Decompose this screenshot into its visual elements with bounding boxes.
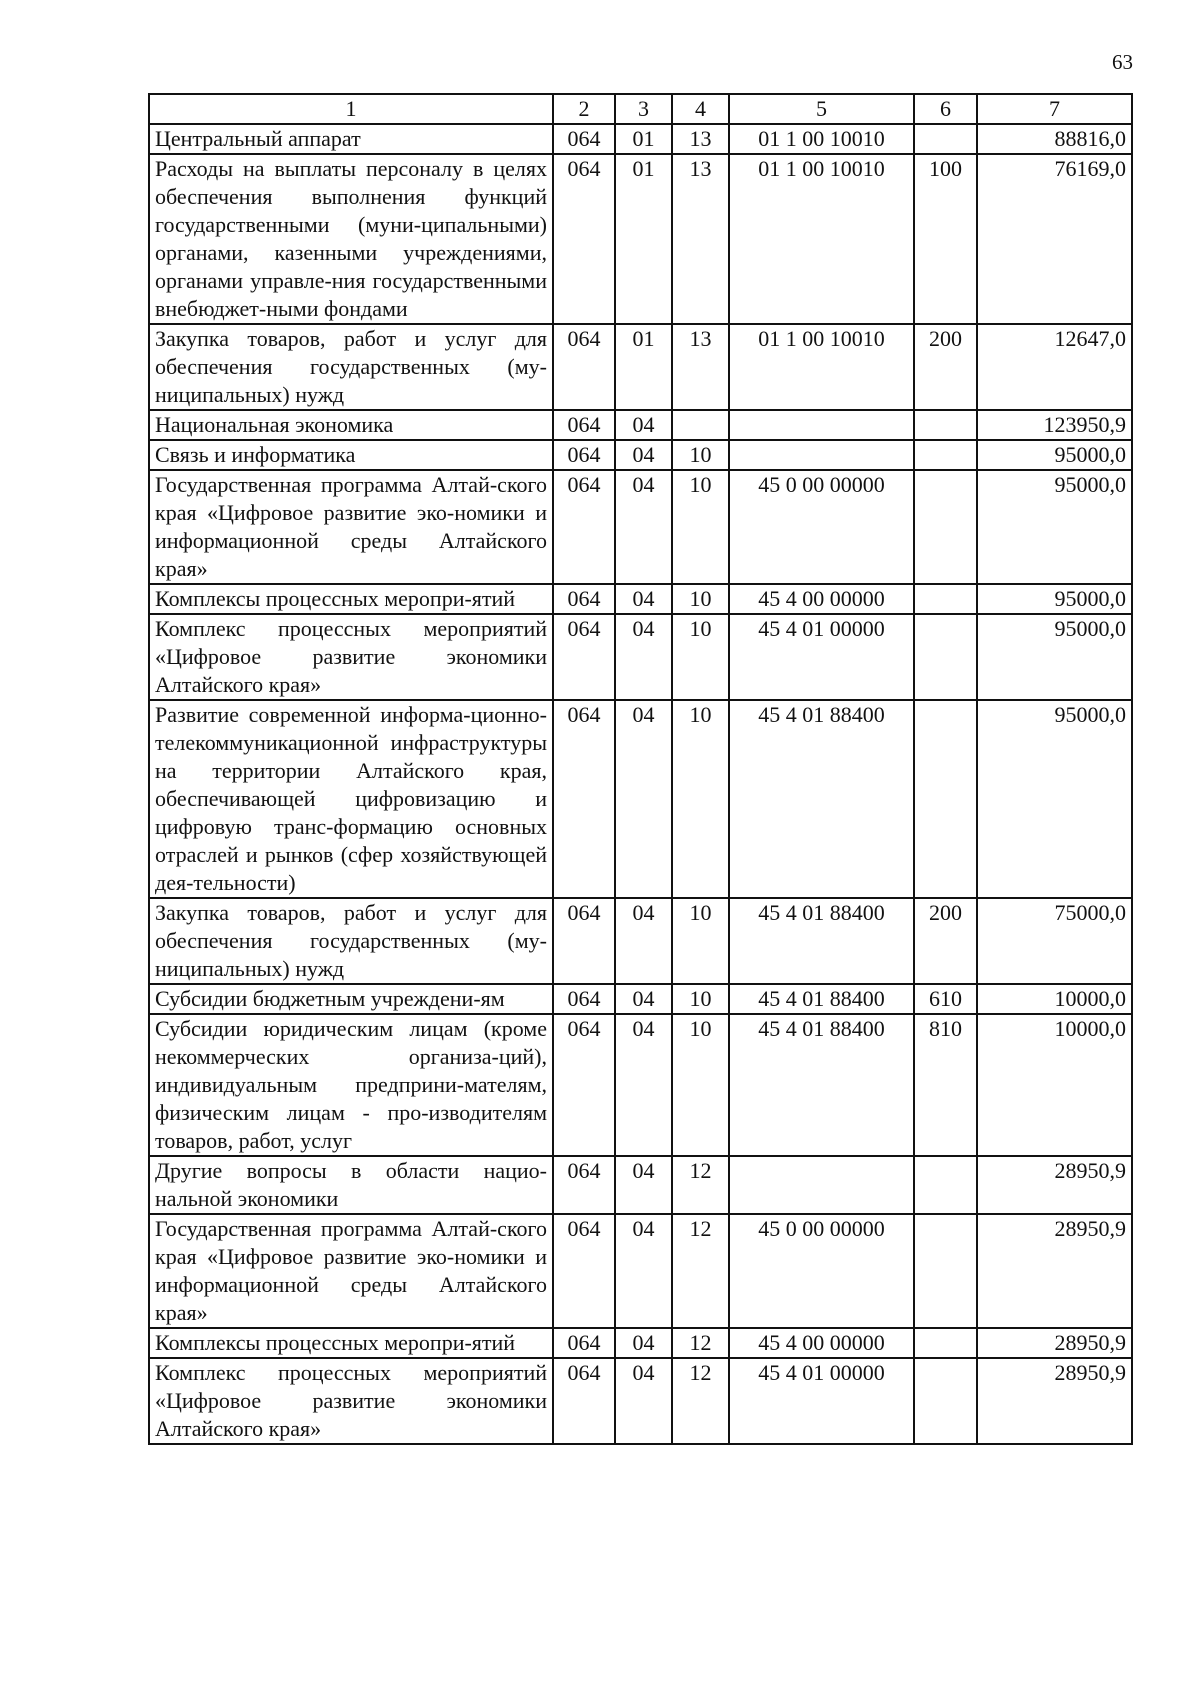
row-expense-type-cell: 610 (914, 984, 977, 1014)
row-admin-code-cell: 064 (553, 154, 615, 324)
row-section-cell: 04 (615, 584, 672, 614)
table-row (149, 700, 1132, 898)
row-name-cell: Развитие современной информа-ционно-телекоммуникационной инфраструктуры на территории Алтайского края, обеспечивающей цифровизацию и цифровую транс-формацию основных отраслей и рынков (сфер хозяйствующей дея-тельности) (149, 700, 553, 898)
header-cell-1: 1 (149, 94, 553, 124)
table-row (149, 1358, 1132, 1444)
table-body (149, 124, 1132, 1444)
row-amount-cell: 95000,0 (977, 584, 1132, 614)
row-section-cell: 04 (615, 470, 672, 584)
row-amount-cell: 76169,0 (977, 154, 1132, 324)
row-name-cell: Государственная программа Алтай-ского края «Цифровое развитие эко-номики и информационной среды Алтайского края» (149, 1214, 553, 1328)
row-section-cell: 04 (615, 1328, 672, 1358)
budget-table (148, 93, 1133, 1445)
row-target-article-cell: 45 4 01 88400 (729, 984, 914, 1014)
row-target-article-cell: 45 4 00 00000 (729, 1328, 914, 1358)
row-target-article-cell: 45 4 01 88400 (729, 898, 914, 984)
row-expense-type-cell (914, 440, 977, 470)
row-target-article-cell: 45 4 01 88400 (729, 1014, 914, 1156)
row-section-cell: 04 (615, 614, 672, 700)
row-name-cell: Связь и информатика (149, 440, 553, 470)
row-target-article-cell (729, 440, 914, 470)
table-row (149, 410, 1132, 440)
row-section-cell: 04 (615, 1156, 672, 1214)
table-row (149, 470, 1132, 584)
row-admin-code-cell: 064 (553, 324, 615, 410)
row-target-article-cell: 01 1 00 10010 (729, 324, 914, 410)
row-subsection-cell: 10 (672, 614, 729, 700)
row-expense-type-cell (914, 1358, 977, 1444)
row-section-cell: 04 (615, 898, 672, 984)
row-subsection-cell: 12 (672, 1214, 729, 1328)
row-admin-code-cell: 064 (553, 410, 615, 440)
row-section-cell: 04 (615, 410, 672, 440)
row-admin-code-cell: 064 (553, 440, 615, 470)
header-cell-4: 4 (672, 94, 729, 124)
row-subsection-cell: 10 (672, 584, 729, 614)
table-row (149, 154, 1132, 324)
row-admin-code-cell: 064 (553, 898, 615, 984)
row-section-cell: 04 (615, 984, 672, 1014)
row-subsection-cell: 12 (672, 1358, 729, 1444)
row-subsection-cell: 10 (672, 984, 729, 1014)
row-subsection-cell: 10 (672, 470, 729, 584)
row-name-cell: Национальная экономика (149, 410, 553, 440)
row-target-article-cell: 45 4 01 88400 (729, 700, 914, 898)
row-section-cell: 04 (615, 1014, 672, 1156)
row-target-article-cell (729, 410, 914, 440)
table-row (149, 584, 1132, 614)
table-row (149, 1156, 1132, 1214)
row-amount-cell: 75000,0 (977, 898, 1132, 984)
header-cell-6: 6 (914, 94, 977, 124)
row-name-cell: Другие вопросы в области нацио-нальной экономики (149, 1156, 553, 1214)
row-admin-code-cell: 064 (553, 1328, 615, 1358)
row-subsection-cell: 10 (672, 898, 729, 984)
row-subsection-cell: 13 (672, 324, 729, 410)
row-expense-type-cell: 100 (914, 154, 977, 324)
row-target-article-cell (729, 1156, 914, 1214)
row-amount-cell: 88816,0 (977, 124, 1132, 154)
header-cell-5: 5 (729, 94, 914, 124)
row-subsection-cell: 12 (672, 1328, 729, 1358)
table-row (149, 1328, 1132, 1358)
row-subsection-cell: 10 (672, 1014, 729, 1156)
row-subsection-cell: 13 (672, 154, 729, 324)
row-subsection-cell (672, 410, 729, 440)
row-section-cell: 01 (615, 154, 672, 324)
header-cell-2: 2 (553, 94, 615, 124)
row-subsection-cell: 10 (672, 700, 729, 898)
row-name-cell: Государственная программа Алтай-ского края «Цифровое развитие эко-номики и информационной среды Алтайского края» (149, 470, 553, 584)
page-number: 63 (1112, 50, 1133, 74)
row-admin-code-cell: 064 (553, 584, 615, 614)
row-expense-type-cell (914, 124, 977, 154)
row-name-cell: Комплексы процессных меропри-ятий (149, 584, 553, 614)
row-section-cell: 04 (615, 1214, 672, 1328)
row-section-cell: 04 (615, 700, 672, 898)
row-section-cell: 01 (615, 124, 672, 154)
row-amount-cell: 28950,9 (977, 1156, 1132, 1214)
row-amount-cell: 95000,0 (977, 700, 1132, 898)
row-name-cell: Субсидии бюджетным учреждени-ям (149, 984, 553, 1014)
table-row (149, 984, 1132, 1014)
row-expense-type-cell (914, 410, 977, 440)
row-target-article-cell: 45 0 00 00000 (729, 470, 914, 584)
row-amount-cell: 123950,9 (977, 410, 1132, 440)
row-name-cell: Комплекс процессных мероприятий «Цифровое развитие экономики Алтайского края» (149, 1358, 553, 1444)
row-amount-cell: 28950,9 (977, 1328, 1132, 1358)
table-row (149, 1214, 1132, 1328)
row-admin-code-cell: 064 (553, 984, 615, 1014)
row-subsection-cell: 10 (672, 440, 729, 470)
table-row (149, 440, 1132, 470)
header-cell-7: 7 (977, 94, 1132, 124)
row-name-cell: Субсидии юридическим лицам (кроме некоммерческих организа-ций), индивидуальным предприни-мателям, физическим лицам - про-изводителям товаров, работ, услуг (149, 1014, 553, 1156)
header-row (149, 94, 1132, 124)
row-amount-cell: 12647,0 (977, 324, 1132, 410)
row-amount-cell: 95000,0 (977, 614, 1132, 700)
row-admin-code-cell: 064 (553, 124, 615, 154)
row-section-cell: 04 (615, 1358, 672, 1444)
header-cell-3: 3 (615, 94, 672, 124)
row-expense-type-cell: 200 (914, 898, 977, 984)
row-target-article-cell: 45 0 00 00000 (729, 1214, 914, 1328)
row-expense-type-cell (914, 1328, 977, 1358)
row-name-cell: Расходы на выплаты персоналу в целях обеспечения выполнения функций государственными (муни-ципальными) органами, казенными учреждениями, органами управле-ния государственными внебюджет-ными фондами (149, 154, 553, 324)
row-admin-code-cell: 064 (553, 470, 615, 584)
row-expense-type-cell (914, 700, 977, 898)
row-name-cell: Комплексы процессных меропри-ятий (149, 1328, 553, 1358)
row-amount-cell: 95000,0 (977, 440, 1132, 470)
table-row (149, 1014, 1132, 1156)
row-expense-type-cell (914, 1214, 977, 1328)
row-name-cell: Закупка товаров, работ и услуг для обеспечения государственных (му-ниципальных) нужд (149, 898, 553, 984)
row-expense-type-cell (914, 584, 977, 614)
row-section-cell: 01 (615, 324, 672, 410)
row-subsection-cell: 13 (672, 124, 729, 154)
row-expense-type-cell (914, 614, 977, 700)
row-expense-type-cell (914, 470, 977, 584)
table-row (149, 898, 1132, 984)
row-expense-type-cell (914, 1156, 977, 1214)
row-section-cell: 04 (615, 440, 672, 470)
row-amount-cell: 28950,9 (977, 1358, 1132, 1444)
row-admin-code-cell: 064 (553, 1214, 615, 1328)
row-name-cell: Комплекс процессных мероприятий «Цифровое развитие экономики Алтайского края» (149, 614, 553, 700)
row-admin-code-cell: 064 (553, 1014, 615, 1156)
row-target-article-cell: 45 4 01 00000 (729, 1358, 914, 1444)
row-name-cell: Центральный аппарат (149, 124, 553, 154)
row-name-cell: Закупка товаров, работ и услуг для обеспечения государственных (му-ниципальных) нужд (149, 324, 553, 410)
row-subsection-cell: 12 (672, 1156, 729, 1214)
row-target-article-cell: 01 1 00 10010 (729, 154, 914, 324)
row-admin-code-cell: 064 (553, 700, 615, 898)
row-admin-code-cell: 064 (553, 614, 615, 700)
table-row (149, 124, 1132, 154)
row-admin-code-cell: 064 (553, 1358, 615, 1444)
row-amount-cell: 95000,0 (977, 470, 1132, 584)
row-target-article-cell: 45 4 01 00000 (729, 614, 914, 700)
row-expense-type-cell: 200 (914, 324, 977, 410)
table-row (149, 324, 1132, 410)
row-expense-type-cell: 810 (914, 1014, 977, 1156)
row-target-article-cell: 45 4 00 00000 (729, 584, 914, 614)
row-admin-code-cell: 064 (553, 1156, 615, 1214)
row-target-article-cell: 01 1 00 10010 (729, 124, 914, 154)
table-row (149, 614, 1132, 700)
row-amount-cell: 10000,0 (977, 984, 1132, 1014)
row-amount-cell: 10000,0 (977, 1014, 1132, 1156)
row-amount-cell: 28950,9 (977, 1214, 1132, 1328)
